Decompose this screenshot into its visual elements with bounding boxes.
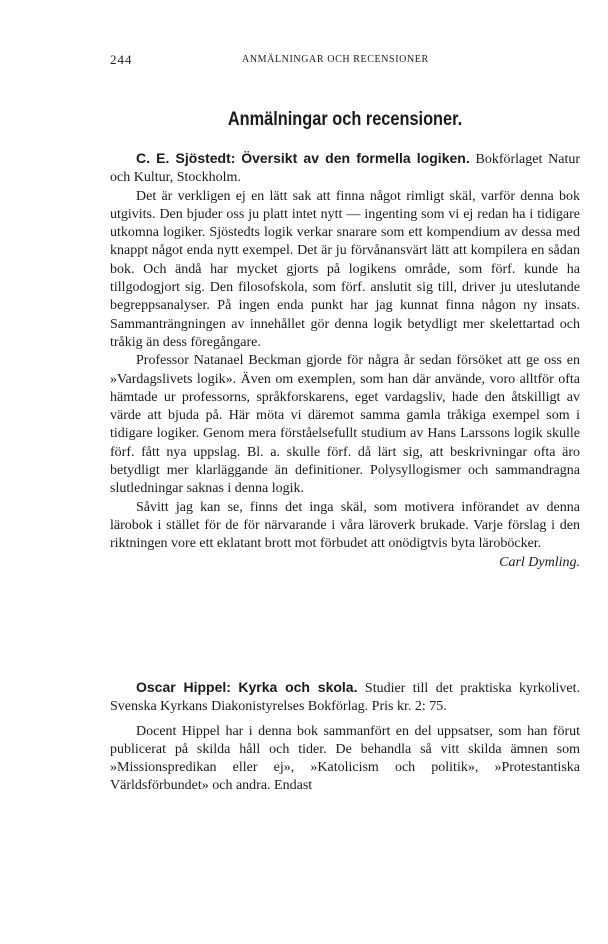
review-paragraph: Såvitt jag kan se, finns det inga skäl, som motivera införandet av denna lärobok i stället för de för närvarande i våra läroverk brukade. Varje förslag i den riktningen vore ett eklatant brott mot förbudet att onödigtvis byta läroböcker. xyxy=(110,499,580,552)
review-heading xyxy=(110,149,580,188)
review-signature: Carl Dymling. xyxy=(499,554,580,570)
page-number: 244 xyxy=(110,52,133,67)
review-publisher: Bokförlaget Natur och Kultur, Stockholm. xyxy=(110,152,581,186)
review-book-title: Översikt av den formella logiken. xyxy=(241,150,470,166)
review-paragraph: Professor Natanael Beckman gjorde för några år sedan försöket att ge oss en »Vardagslivets logik». Även om exemplen, som han där använde, voro alltför ofta hämtade ur professorns, språkforskarens, eget vardagsliv, hade den åtskilligt av värde att bjuda på. Här möta vi däremot samma gamla tråkiga exempel som i tidigare logiker. Genom mera förståelsefullt studium av Hans Larssons logik skulle förf. fått nya uppslag. Bl. a. skulle förf. då lärt sig, att beskrivningar ofta äro betydligt mer klarläggande än definitioner. Polysyllogismer och sammandragna slutledningar saknas i denna logik. xyxy=(110,353,580,497)
review-heading xyxy=(110,678,580,717)
review-book-title: Kyrka och skola. xyxy=(238,679,358,695)
review-author: Oscar Hippel: xyxy=(136,679,231,695)
review-publisher: Studier till det praktiska kyrkolivet. Svenska Kyrkans Diakonistyrelses Bokförlag. Pris kr. 2: 75. xyxy=(110,681,581,715)
running-title: ANMÄLNINGAR OCH RECENSIONER xyxy=(242,54,429,65)
review-hippel xyxy=(110,678,580,796)
review-author: C. E. Sjöstedt: xyxy=(136,150,236,166)
review-paragraph: Docent Hippel har i denna bok sammanfört en del uppsatser, som han förut publicerat på skilda håll och tider. De behandla så vitt skilda ämnen som »Missionspredikan eller ej», »Katolicism och politik», »Protestantiska Världsförbundet» och andra. Endast xyxy=(110,723,580,794)
review-sjostedt xyxy=(110,149,580,572)
section-title: Anmälningar och recensioner. xyxy=(227,109,463,130)
review-paragraph: Det är verkligen ej en lätt sak att finna något rimligt skäl, varför denna bok utgivits. Den bjuder oss ju platt intet nytt — ingenting som vi ej redan ha i tidigare utkomna logiker. Sjöstedts logik verkar snarare som ett kompendium av dessa med knappt något enda nytt exempel. Det är ju förvånansvärt lätt att kompilera en sådan bok. Och ändå har mycket gjorts på logikens område, som förf. kunde ha tillgodogjort sig. Den filosofskola, som förf. anslutit sig till, driver ju uteslutande begreppsanalyser. På ingen enda punkt har jag kunnat finna någon ny insats. Sammanträngningen av innehållet gör denna logik betydligt mer skelettartad och tråkig än dess föregångare. xyxy=(110,188,580,350)
